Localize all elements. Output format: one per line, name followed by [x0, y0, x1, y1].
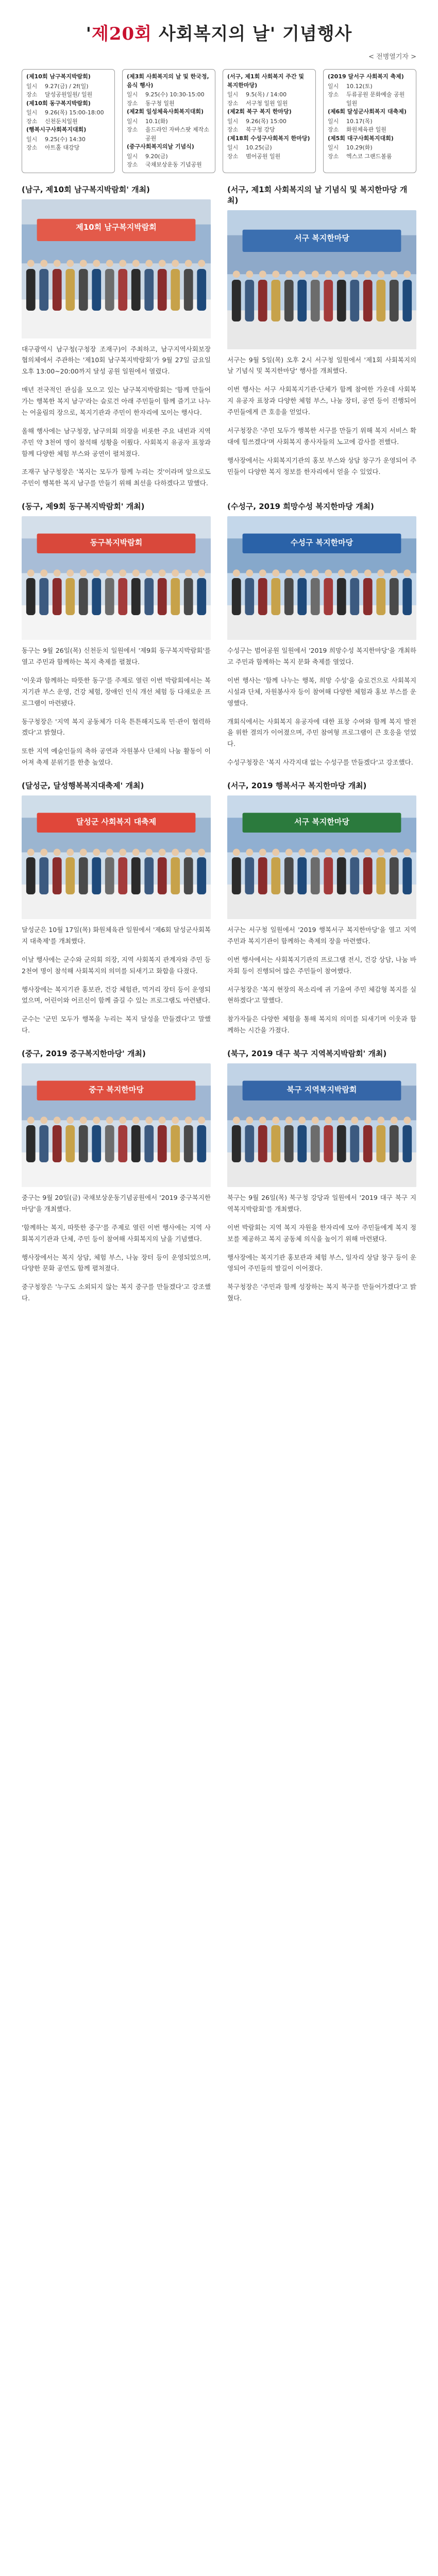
event-info-heading: (중구사회복지의날 기념식)	[127, 143, 194, 150]
event-info-grid	[22, 69, 416, 173]
event-info-row	[26, 117, 110, 126]
article-paragraph: 행사장에서는 사회복지기관의 홍보 부스와 상담 창구가 운영되어 주민들이 다양한 복지 정보를 한자리에서 얻을 수 있었다.	[227, 456, 416, 476]
event-info-row	[26, 91, 110, 99]
event-info-heading: (제10회 남구복지박람회)	[26, 73, 91, 80]
event-info-value: 화원체육관 일원	[346, 126, 386, 133]
event-info-heading: (2019 달서구 사회복지 축제)	[328, 73, 404, 80]
event-info-key: 일시	[328, 82, 339, 90]
event-info-key: 장소	[227, 99, 239, 107]
title-number: 제20회	[92, 24, 153, 44]
event-info-heading: (제5회 대구사회복지대회)	[328, 134, 394, 142]
event-info-value: 9.5(목) / 14:00	[246, 91, 287, 98]
article-paragraph: 북구는 9월 26일(목) 북구청 강당과 일원에서 '2019 대구 북구 지역복지박람회'를 개최했다.	[227, 1194, 416, 1213]
article-title: (남구, 제10회 남구복지박람회' 개최)	[22, 184, 150, 194]
article-paragraph: 행사장에서는 복지 상담, 체험 부스, 나눔 장터 등이 운영되었으며, 다양한 문화 공연도 함께 펼쳐졌다.	[22, 1253, 211, 1273]
event-info-value: 북구청 강당	[246, 126, 275, 133]
event-info-value: 10.17(목)	[346, 117, 373, 125]
photo-banner-text: 제10회 남구복지박람회	[76, 223, 157, 232]
article-paragraph: 개회식에서는 사회복지 유공자에 대한 표창 수여와 함께 복지 발전을 위한 결의가 이어졌으며, 주민 참여형 프로그램이 큰 호응을 얻었다.	[227, 717, 416, 748]
event-info-row	[227, 117, 311, 126]
event-info-value: 국채보상운동 기념공원	[145, 161, 202, 168]
article-section	[22, 501, 211, 768]
article-paragraph: 중구청장은 '누구도 소외되지 않는 복지 중구를 만들겠다'고 강조했다.	[22, 1283, 211, 1302]
article-paragraph: 서구청장은 '복지 현장의 목소리에 귀 기울여 주민 체감형 복지를 실현하겠다'고 말했다.	[227, 985, 416, 1005]
article-title: (서구, 2019 행복서구 복지한마당 개최)	[227, 781, 367, 790]
page-title: '제20회 사회복지의 날' 기념행사	[86, 24, 352, 44]
event-info-row	[328, 126, 412, 134]
event-info-key: 장소	[26, 117, 38, 125]
photo-banner-text: 서구 복지한마당	[294, 233, 349, 243]
title-area	[22, 15, 416, 45]
article-paragraph: 수성구는 범어공원 일원에서 '2019 희망수성 복지한마당'을 개최하고 주민과 함께하는 복지 문화 축제를 열었다.	[227, 647, 416, 666]
article-paragraph: 달성군은 10월 17일(목) 화원체육관 일원에서 '제6회 달성군사회복지 대축제'를 개최했다.	[22, 926, 211, 945]
event-info-row	[26, 109, 110, 117]
event-info-heading: (제2회 북구 복지 한마당)	[227, 108, 292, 115]
article-paragraph: 북구청장은 '주민과 함께 성장하는 복지 북구를 만들어가겠다'고 밝혔다.	[227, 1283, 416, 1302]
event-info-box	[223, 69, 316, 173]
article-paragraph: 군수는 '군민 모두가 행복을 누리는 복지 달성을 만들겠다'고 말했다.	[22, 1015, 211, 1035]
event-info-key: 일시	[328, 144, 339, 151]
event-info-value: 10.12(토)	[346, 82, 373, 90]
article-paragraph: 올해 행사에는 남구청장, 남구의회 의장을 비롯한 주요 내빈과 지역 주민 약 3천여 명이 참석해 성황을 이뤘다. 사회복지 유공자 표창과 함께 다양한 체험 부스와 공연이 펼쳐졌다.	[22, 427, 211, 457]
event-info-key: 장소	[328, 152, 339, 160]
event-info-key: 장소	[328, 91, 339, 98]
event-info-row	[127, 126, 211, 143]
article-section	[227, 184, 416, 489]
article-paragraph: 서구는 9월 5일(목) 오후 2시 서구청 일원에서 '제1회 사회복지의 날 기념식 및 복지한마당' 행사를 개최했다.	[227, 355, 416, 375]
article-paragraph: '함께하는 복지, 따뜻한 중구'를 주제로 열린 이번 행사에는 지역 사회복지기관과 단체, 주민 등이 참여해 사회복지의 날을 기념했다.	[22, 1223, 211, 1243]
event-info-key: 장소	[227, 152, 239, 160]
event-info-key: 장소	[127, 161, 138, 168]
event-info-value: 9.20(금)	[145, 152, 168, 160]
article-paragraph: 매년 전국적인 관심을 모으고 있는 남구복지박람회는 '함께 만들어가는 행복한 복지 남구'라는 슬로건 아래 주민들이 함께 즐기고 나누는 어울림의 장으로, 복지기관과 주민이 한자리에 모이는 행사다.	[22, 386, 211, 416]
event-info-value: 9.26(목) 15:00-18:00	[45, 109, 104, 116]
event-info-row	[26, 82, 110, 91]
event-info-key: 일시	[127, 117, 138, 125]
event-info-value: 을드라인 자바스팟 제작소 공원	[145, 126, 209, 142]
article-paragraph: 또한 지역 예술인들의 축하 공연과 자원봉사 단체의 나눔 활동이 이어져 축제 분위기를 한층 높였다.	[22, 747, 211, 767]
event-info-row	[227, 144, 311, 152]
event-info-heading: (제18회 수성구사회복지 한마당)	[227, 134, 310, 142]
article-title: (수성구, 2019 희망수성 복지한마당 개최)	[227, 502, 374, 512]
event-info-value: 10.29(화)	[346, 144, 373, 151]
event-photo	[227, 1063, 416, 1187]
article-paragraph: 조재구 남구청장은 '복지는 모두가 함께 누리는 것'이라며 앞으로도 주민이 행복한 복지 남구를 만들기 위해 최선을 다하겠다고 말했다.	[22, 468, 211, 487]
event-info-row	[328, 91, 412, 108]
article-section	[227, 501, 416, 768]
article-paragraph: 행사장에는 복지기관 홍보관, 건강 체험관, 먹거리 장터 등이 운영되었으며, 어린이와 어르신이 함께 즐길 수 있는 프로그램도 마련됐다.	[22, 985, 211, 1005]
event-info-key: 일시	[26, 135, 38, 143]
article-paragraph: 서구청장은 '주민 모두가 행복한 서구를 만들기 위해 복지 서비스 확대에 힘쓰겠다'며 사회복지 종사자들의 노고에 감사를 전했다.	[227, 426, 416, 446]
photo-banner-text: 서구 복지한마당	[294, 817, 349, 826]
event-info-key: 장소	[227, 126, 239, 133]
article-paragraph: 동구는 9월 26일(목) 신천둔치 일원에서 '제9회 동구복지박람회'를 열고 주민과 함께하는 복지 축제를 펼쳤다.	[22, 647, 211, 666]
article-section	[22, 781, 211, 1036]
article-paragraph: 행사장에는 복지기관 홍보관과 체험 부스, 일자리 상담 창구 등이 운영되어 주민들의 발길이 이어졌다.	[227, 1253, 416, 1273]
article-paragraph: 서구는 서구청 일원에서 '2019 행복서구 복지한마당'을 열고 지역 주민과 복지기관이 함께하는 축제의 장을 마련했다.	[227, 926, 416, 945]
article-title: (동구, 제9회 동구복지박람회' 개최)	[22, 502, 145, 512]
event-info-row	[328, 152, 412, 161]
event-info-row	[26, 135, 110, 144]
article-section	[227, 781, 416, 1036]
event-photo	[22, 199, 211, 338]
event-info-key: 일시	[227, 91, 239, 98]
article-paragraph: '이웃과 함께하는 따뜻한 동구'를 주제로 열린 이번 박람회에서는 복지기관 부스 운영, 건강 체험, 장애인 인식 개선 체험 등 다채로운 프로그램이 마련됐다.	[22, 676, 211, 707]
event-info-value: 달성공원일원/ 일원	[45, 91, 93, 98]
article-title: (북구, 2019 대구 북구 지역복지박람회' 개최)	[227, 1049, 387, 1058]
event-info-row	[127, 99, 211, 108]
event-photo	[22, 1063, 211, 1187]
article-section	[22, 184, 211, 489]
event-info-row	[127, 91, 211, 99]
event-info-value: 범어공원 일원	[246, 152, 281, 160]
event-photo	[22, 795, 211, 919]
event-info-heading: (제6회 달성군사회복지 대축제)	[328, 108, 407, 115]
article-title: (달성군, 달성행복복지대축제' 개최)	[22, 781, 144, 790]
event-info-row	[227, 99, 311, 108]
event-info-key: 장소	[127, 99, 138, 107]
event-info-key: 일시	[328, 117, 339, 125]
event-info-row	[127, 117, 211, 126]
event-info-row	[227, 91, 311, 99]
event-info-heading: (제2회 일성체육사회복지대회)	[127, 108, 204, 115]
event-info-box	[122, 69, 215, 173]
event-info-value: 두류공원 문화예술 공원 일원	[346, 91, 405, 107]
photo-banner-text: 동구복지박람회	[90, 537, 143, 547]
event-info-row	[328, 82, 412, 91]
event-info-row	[328, 144, 412, 152]
event-info-heading: (제3회 사회복지의 날 및 한국정, 음식 행사)	[127, 73, 209, 89]
event-info-value: 엑스코 그랜드볼룸	[346, 152, 392, 160]
event-info-row	[127, 152, 211, 161]
article-paragraph: 참가자들은 다양한 체험을 통해 복지의 의미를 되새기며 이웃과 함께하는 시간을 가졌다.	[227, 1015, 416, 1035]
event-info-value: 9.25(수) 14:30	[45, 135, 86, 143]
article-title: (중구, 2019 중구복지한마당' 개최)	[22, 1049, 146, 1058]
event-info-key: 일시	[127, 91, 138, 98]
event-info-heading: (서구, 제1회 사회복지 주간 및 복지한마당)	[227, 73, 305, 89]
photo-banner-text: 달성군 사회복지 대축제	[76, 817, 157, 826]
event-info-row	[26, 144, 110, 152]
event-info-value: 신천둔치일원	[45, 117, 78, 125]
event-info-value: 아트홀 대강당	[45, 144, 80, 151]
event-info-value: 동구청 일원	[145, 99, 175, 107]
article-paragraph: 동구청장은 '지역 복지 공동체가 더욱 튼튼해지도록 민·관이 협력하겠다'고 밝혔다.	[22, 717, 211, 737]
event-photo	[227, 210, 416, 349]
photo-banner-text: 중구 복지한마당	[89, 1084, 144, 1094]
event-info-value: 10.1(화)	[145, 117, 168, 125]
event-info-row	[227, 152, 311, 161]
article-section	[22, 1048, 211, 1304]
article-paragraph: 이번 행사는 '함께 나누는 행복, 희망 수성'을 슬로건으로 사회복지시설과 단체, 자원봉사자 등이 참여해 다양한 체험과 홍보 부스를 운영했다.	[227, 676, 416, 707]
article-paragraph: 이번 박람회는 지역 복지 자원을 한자리에 모아 주민들에게 복지 정보를 제공하고 복지 공동체 의식을 높이기 위해 마련됐다.	[227, 1223, 416, 1243]
photo-banner-text: 북구 지역복지박람회	[287, 1084, 357, 1094]
article-section	[227, 1048, 416, 1304]
event-info-key: 일시	[127, 152, 138, 160]
article-title: (서구, 제1회 사회복지의 날 기념식 및 복지한마당 개최)	[227, 184, 408, 205]
event-info-value: 서구청 일원 일원	[246, 99, 288, 107]
event-info-box	[22, 69, 115, 173]
event-info-heading: (행복시구사회복지대회)	[26, 126, 87, 133]
event-info-row	[227, 126, 311, 134]
article-paragraph: 이번 행사에서는 사회복지기관의 프로그램 전시, 건강 상담, 나눔 바자회 등이 진행되어 많은 주민들이 참여했다.	[227, 955, 416, 975]
event-info-key: 장소	[26, 91, 38, 98]
article-columns	[22, 184, 416, 1317]
event-photo	[227, 516, 416, 640]
event-info-key: 장소	[26, 144, 38, 151]
event-info-key: 일시	[26, 109, 38, 116]
event-info-value: 9.27(금) / 2f(일)	[45, 82, 89, 90]
article-paragraph: 이날 행사에는 군수와 군의회 의장, 지역 사회복지 관계자와 주민 등 2천여 명이 참석해 사회복지의 의미를 되새기고 화합을 다졌다.	[22, 955, 211, 975]
event-photo	[22, 516, 211, 640]
event-info-value: 9.25(수) 10:30-15:00	[145, 91, 205, 98]
byline: < 전병열기자 >	[368, 53, 416, 61]
event-photo	[227, 795, 416, 919]
event-info-row	[328, 117, 412, 126]
event-info-value: 10.25(금)	[246, 144, 272, 151]
event-info-box	[323, 69, 416, 173]
event-info-key: 일시	[227, 117, 239, 125]
event-info-key: 일시	[26, 82, 38, 90]
event-info-key: 장소	[127, 126, 138, 133]
event-info-key: 장소	[328, 126, 339, 133]
article-paragraph: 대구광역시 남구청(구청장 조재구)이 주최하고, 남구지역사회보장협의체에서 주관하는 '제10회 남구복지박람회'가 9월 27일 금요일 오후 13:00~20:00까지 달성 공원 일원에서 열렸다.	[22, 345, 211, 376]
article-paragraph: 수성구청장은 '복지 사각지대 없는 수성구를 만들겠다'고 강조했다.	[227, 758, 413, 767]
event-info-row	[127, 161, 211, 170]
event-info-key: 일시	[227, 144, 239, 151]
article-paragraph: 중구는 9월 20일(금) 국채보상운동기념공원에서 '2019 중구복지한마당'을 개최했다.	[22, 1194, 211, 1213]
title-text: 사회복지의 날' 기념행사	[158, 24, 352, 44]
article-paragraph: 이번 행사는 서구 사회복지기관·단체가 함께 참여한 가운데 사회복지 유공자 표창과 다양한 체험 부스, 나눔 장터, 공연 등이 진행되어 주민들에게 큰 호응을 얻었다.	[227, 385, 416, 416]
photo-banner-text: 수성구 복지한마당	[290, 537, 353, 547]
event-info-heading: (제10회 동구복지박람회)	[26, 99, 91, 107]
event-info-value: 9.26(목) 15:00	[246, 117, 287, 125]
